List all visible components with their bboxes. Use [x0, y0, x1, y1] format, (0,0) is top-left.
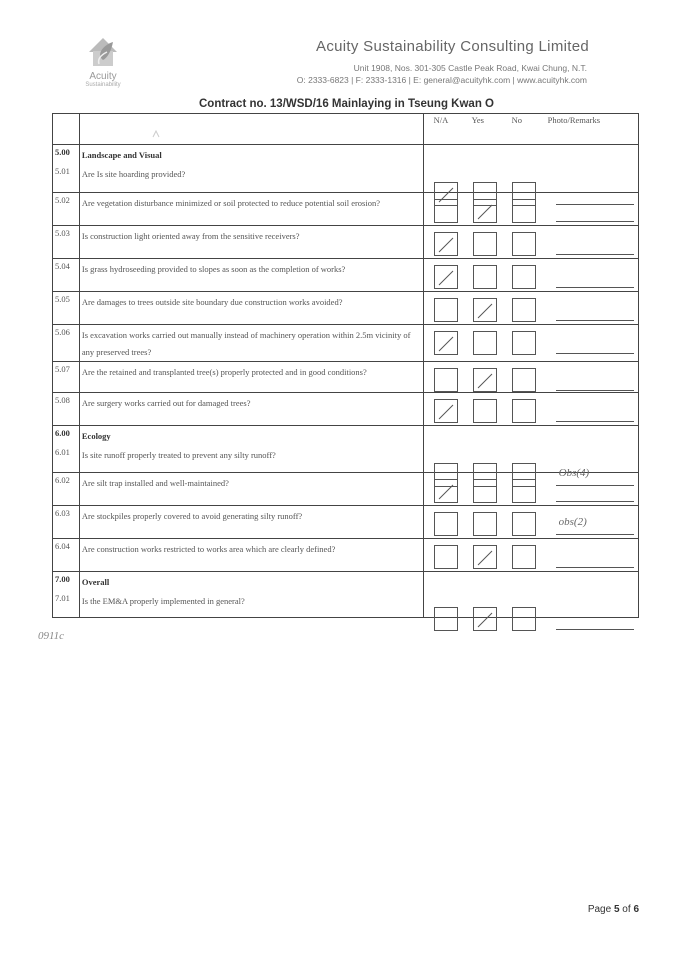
item-number: 5.04 — [53, 258, 80, 291]
item-number: 5.03 — [53, 225, 80, 258]
remarks-line — [556, 221, 634, 222]
checkbox-no[interactable] — [512, 399, 536, 423]
item-number: 6.04 — [53, 539, 80, 572]
remarks-line — [556, 287, 634, 288]
section-title: Landscape and Visual — [79, 145, 423, 165]
watermark-mark — [152, 130, 160, 138]
checklist-row — [53, 473, 639, 506]
checkbox-n-a[interactable] — [434, 479, 458, 503]
item-question: Is excavation works carried out manually instead of machinery operation within 2.5m vicinity of any preserved trees? — [79, 324, 423, 361]
checkbox-yes[interactable] — [473, 298, 497, 322]
checkbox-n-a[interactable] — [434, 399, 458, 423]
checklist-table — [52, 113, 639, 618]
item-check-cell — [423, 392, 638, 425]
item-check-cell — [423, 164, 638, 192]
page-sep: of — [619, 904, 634, 915]
column-header-no: No — [511, 115, 523, 125]
checkbox-n-a[interactable] — [434, 232, 458, 256]
remarks-line — [556, 254, 634, 255]
checklist-row — [53, 539, 639, 572]
header-check-cell — [423, 114, 638, 145]
remarks-line — [556, 390, 634, 391]
header-num-cell — [53, 114, 80, 145]
checkbox-yes[interactable] — [473, 399, 497, 423]
checkbox-yes[interactable] — [473, 479, 497, 503]
item-question: Are the retained and transplanted tree(s) properly protected and in good conditions? — [79, 361, 423, 392]
item-question: Are damages to trees outside site boundary due construction works avoided? — [79, 291, 423, 324]
check-mark-icon — [476, 372, 494, 390]
checkbox-no[interactable] — [512, 607, 536, 631]
section-number: 5.00 — [53, 145, 80, 165]
photo-remark: obs(2) — [558, 516, 587, 528]
checkbox-yes[interactable] — [473, 512, 497, 536]
photo-remark: Obs(4) — [558, 466, 590, 479]
checkbox-n-a[interactable] — [434, 199, 458, 223]
item-check-cell — [423, 225, 638, 258]
item-number: 6.03 — [53, 506, 80, 539]
item-number: 5.06 — [53, 324, 80, 361]
table-header-row — [53, 114, 639, 145]
item-question: Are Is site hoarding provided? — [79, 164, 423, 192]
item-question: Are vegetation disturbance minimized or soil protected to reduce potential soil erosion? — [79, 192, 423, 225]
remarks-line — [556, 567, 634, 568]
item-check-cell — [423, 591, 638, 617]
checkbox-no[interactable] — [512, 479, 536, 503]
section-number: 7.00 — [53, 572, 80, 592]
checkbox-no[interactable] — [512, 512, 536, 536]
checkbox-no[interactable] — [512, 265, 536, 289]
checkbox-yes[interactable] — [473, 232, 497, 256]
checkbox-no[interactable] — [512, 298, 536, 322]
page-current: 5 — [613, 904, 620, 915]
checkbox-n-a[interactable] — [434, 512, 458, 536]
page-number — [588, 904, 639, 915]
item-question: Is site runoff properly treated to prevent any silty runoff? — [79, 445, 423, 473]
contact-line: O: 2333-6823 | F: 2333-1316 | E: general@acuityhk.com | www.acuityhk.com — [296, 75, 587, 85]
contract-title: Contract no. 13/WSD/16 Mainlaying in Tseung Kwan O — [199, 98, 494, 110]
checklist-row — [53, 192, 639, 225]
handwritten-initials: 0911c — [38, 630, 65, 642]
check-mark-icon — [437, 403, 455, 421]
item-check-cell — [423, 192, 638, 225]
house-leaf-icon — [83, 30, 123, 68]
checklist-row — [53, 324, 639, 361]
checkbox-n-a[interactable] — [434, 298, 458, 322]
section-check-cell — [423, 572, 638, 592]
section-number: 6.00 — [53, 425, 80, 445]
check-mark-icon — [476, 203, 494, 221]
checkbox-no[interactable] — [512, 368, 536, 392]
checklist-row — [53, 225, 639, 258]
company-logo — [70, 30, 136, 96]
checklist-row — [53, 361, 639, 392]
item-number: 7.01 — [53, 591, 80, 617]
check-mark-icon — [476, 302, 494, 320]
item-question: Is construction light oriented away from the sensitive receivers? — [79, 225, 423, 258]
section-check-cell — [423, 145, 638, 165]
item-question: Are surgery works carried out for damaged trees? — [79, 392, 423, 425]
item-number: 5.05 — [53, 291, 80, 324]
remarks-line — [556, 320, 634, 321]
check-mark-icon — [476, 611, 494, 629]
item-number: 5.07 — [53, 361, 80, 392]
checkbox-no[interactable] — [512, 331, 536, 355]
section-row — [53, 145, 639, 165]
checkbox-n-a[interactable] — [434, 368, 458, 392]
section-check-cell — [423, 425, 638, 445]
checkbox-no[interactable] — [512, 232, 536, 256]
logo-subtitle: Sustainability — [85, 82, 121, 88]
page-prefix: Page — [587, 904, 614, 915]
item-question: Are construction works restricted to works area which are clearly defined? — [79, 539, 423, 572]
checklist-row — [53, 258, 639, 291]
section-title: Ecology — [79, 425, 423, 445]
remarks-line — [556, 421, 634, 422]
checkbox-yes[interactable] — [473, 199, 497, 223]
page-total: 6 — [633, 904, 639, 915]
company-address — [297, 62, 587, 86]
check-mark-icon — [437, 483, 455, 501]
checkbox-n-a[interactable] — [434, 607, 458, 631]
item-question: Are stockpiles properly covered to avoid generating silty runoff? — [79, 506, 423, 539]
checkbox-yes[interactable] — [473, 545, 497, 569]
item-check-cell — [423, 506, 638, 539]
section-title: Overall — [79, 572, 423, 592]
check-mark-icon — [437, 269, 455, 287]
item-check-cell — [423, 291, 638, 324]
item-number: 6.01 — [53, 445, 80, 473]
item-number: 5.01 — [53, 164, 80, 192]
checkbox-yes[interactable] — [473, 607, 497, 631]
item-check-cell — [423, 324, 638, 361]
checkbox-yes[interactable] — [473, 331, 497, 355]
remarks-line — [556, 501, 634, 502]
section-row — [53, 572, 639, 592]
remarks-line — [556, 534, 634, 535]
item-check-cell — [423, 445, 638, 479]
item-check-cell — [423, 473, 638, 506]
item-number: 5.02 — [53, 192, 80, 225]
logo-word: Acuity — [89, 71, 117, 82]
checklist-row — [53, 392, 639, 425]
checkbox-n-a[interactable] — [434, 265, 458, 289]
item-question: Are silt trap installed and well-maintained? — [79, 473, 423, 506]
header-question-cell — [79, 114, 423, 145]
checklist-row — [53, 591, 639, 617]
column-header-n-a: N/A — [433, 115, 449, 125]
address-line: Unit 1908, Nos. 301-305 Castle Peak Road, Kwai Chung, N.T. — [353, 63, 587, 73]
item-check-cell — [423, 361, 638, 392]
checkbox-yes[interactable] — [473, 368, 497, 392]
checkbox-no[interactable] — [512, 199, 536, 223]
checklist-row — [53, 445, 639, 473]
checklist-row — [53, 291, 639, 324]
item-question: Is grass hydroseeding provided to slopes as soon as the completion of works? — [79, 258, 423, 291]
checkbox-yes[interactable] — [473, 265, 497, 289]
item-check-cell — [423, 539, 638, 572]
checklist-row — [53, 164, 639, 192]
item-number: 6.02 — [53, 473, 80, 506]
checklist-row — [53, 506, 639, 539]
checkbox-no[interactable] — [512, 545, 536, 569]
item-number: 5.08 — [53, 392, 80, 425]
column-header-photo-remarks: Photo/Remarks — [547, 115, 601, 125]
check-mark-icon — [437, 335, 455, 353]
remarks-line — [556, 353, 634, 354]
checkbox-n-a[interactable] — [434, 545, 458, 569]
checkbox-n-a[interactable] — [434, 331, 458, 355]
item-check-cell — [423, 258, 638, 291]
check-mark-icon — [476, 549, 494, 567]
item-question: Is the EM&A properly implemented in general? — [79, 591, 423, 617]
column-header-yes: Yes — [471, 115, 484, 125]
check-mark-icon — [437, 236, 455, 254]
remarks-line — [556, 629, 634, 630]
section-row — [53, 425, 639, 445]
company-name: Acuity Sustainability Consulting Limited — [316, 38, 589, 55]
